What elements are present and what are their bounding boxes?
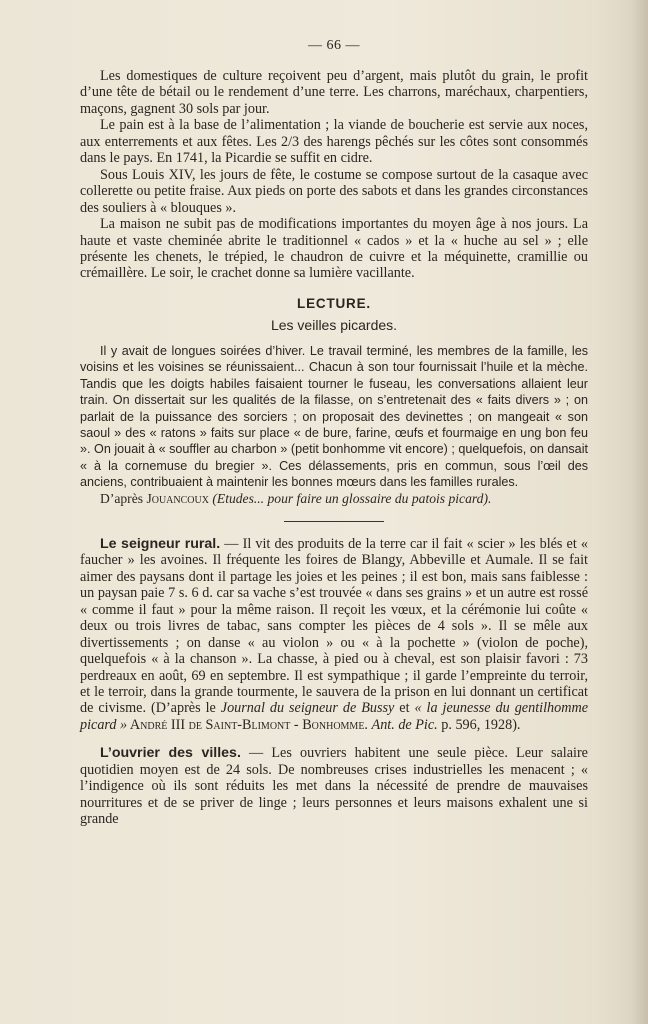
ouvrier-paragraph bbox=[80, 745, 588, 827]
ouvrier-text: — Les ouvriers habitent une seule pièce. Leur salaire quotidien moyen est de 24 sols. De nombreuses crises industrielles les menacent ; « l’indigence où ils sont réduits les met dans la nécessité de prendre de mauvaises nourritures et de se priver de linge ; leurs personnes et leurs maisons exhalent une si grande bbox=[80, 745, 588, 828]
seigneur-ref-end: p. 596, 1928). bbox=[437, 716, 521, 733]
seigneur-paragraph bbox=[80, 536, 588, 733]
ouvrier-lead: L’ouvrier des villes. bbox=[100, 745, 241, 762]
source-prefix: D’après bbox=[100, 490, 147, 506]
reading-block bbox=[80, 343, 588, 507]
source-author: Jouancoux bbox=[146, 490, 209, 506]
seigneur-text: — Il vit des produits de la terre car il fait « scier » les blés et « faucher » les avoines. Il fréquente les foires de Blangy, Abbeville et Aumale. Il se fait aimer des paysans dont il partage les joies et les peines ; il est bon, mais sans faiblesse : un paysan paie 7 s. 6 d. car sa vache s’est trouvée « dans ses grains » et un autre est rossé « comme il faut » pour la même raison. Il reçoit les vœux, et la cérémonie lui coûte « deux ou trois livres de tabac, sans compter les pièces de 4 sols ». Il se mêle aux divertissements ; on danse « au violon » ou « à la pochette » (violon de poche), quelquefois « à la chanson ». La chasse, à pied ou à cheval, est son plaisir favori : 73 perdreaux en août, 69 en septembre. Il est sympathique ; il garde l’empreinte du terroir, et le terroir, dans la grande tourmente, le sauvera de la prison en lui donnant un certificat de civisme. (D’après le bbox=[80, 535, 588, 717]
seigneur-ref-jeunesse: « la jeunesse du gentilhomme picard » bbox=[80, 700, 588, 733]
paragraph: Sous Louis XIV, les jours de fête, le costume se compose surtout de la casaque avec collerette ou petite fraise. Aux pieds on porte des sabots et dans les grandes circonstances des souliers à « blouques ». bbox=[80, 166, 588, 216]
section-divider bbox=[284, 521, 384, 522]
reading-subtitle: Les veilles picardes. bbox=[270, 316, 398, 333]
reading-heading: LECTURE. bbox=[297, 295, 371, 311]
paragraph: Les domestiques de culture reçoivent peu d’argent, mais plutôt du grain, le profit d’une tête de bétail ou le rendement d’une terre. Les charrons, maréchaux, charpentiers, maçons, gagnent 30 sols par jour. bbox=[80, 68, 588, 117]
reading-source bbox=[80, 491, 588, 507]
page-edge-shadow bbox=[630, 0, 648, 1024]
source-title: (Etudes... pour faire un glossaire du patois picard). bbox=[212, 490, 492, 506]
paragraph: La maison ne subit pas de modifications importantes du moyen âge à nos jours. La haute et vaste cheminée abrite le traditionnel « cados » et la « huche au sel » ; elle présente les chenets, le trépied, le chaudron de cuivre et la méquinette, cramillie ou crémaillère. Le soir, le crachet donne sa lumière vacillante. bbox=[80, 216, 588, 282]
seigneur-and: et bbox=[394, 700, 415, 717]
seigneur-ref-author: André III de Saint-Blimont - Bonhomme. bbox=[127, 716, 372, 733]
seigneur-ref-antiquities: Ant. de Pic. bbox=[371, 716, 438, 733]
seigneur-lead: Le seigneur rural. bbox=[100, 535, 221, 552]
seigneur-ref-journal: Journal du seigneur de Bussy bbox=[220, 700, 395, 717]
page-number: — 66 — bbox=[308, 38, 360, 53]
reading-text: Il y avait de longues soirées d’hiver. Le travail terminé, les membres de la famille, les voisins et les voisines se réunissaient... Chacun à son tour fournissait l’huile et la mèche. Tandis que les doigts habiles faisaient tourner le fuseau, les conversations allaient leur train. On dissertait sur les qualités de la filasse, on s’entretenait des « faits divers » ; on parlait de la puissance des sorciers ; on proposait des devinettes ; on mangeait « son saoul » des « ratons » faits sur place « de bure, farine, œufs et fourmaige en ung bon feu ». On jouait à « souffler au charbon » (petit bonhomme vit encore) ; quelquefois, on dansait « à la cornemuse du bregier ». Ces délassements, pris en commun, sous l’œil des anciens, contribuaient à maintenir les bonnes mœurs dans les familles rurales. bbox=[80, 343, 588, 490]
paragraph: Le pain est à la base de l’alimentation ; la viande de boucherie est servie aux noces, aux enterrements et aux fêtes. Les 2/3 des harengs pêchés sur les côtes sont consommés dans le pays. En 1741, la Picardie se suffit en cidre. bbox=[80, 117, 588, 167]
page-content bbox=[80, 38, 588, 828]
spacer bbox=[80, 733, 588, 745]
